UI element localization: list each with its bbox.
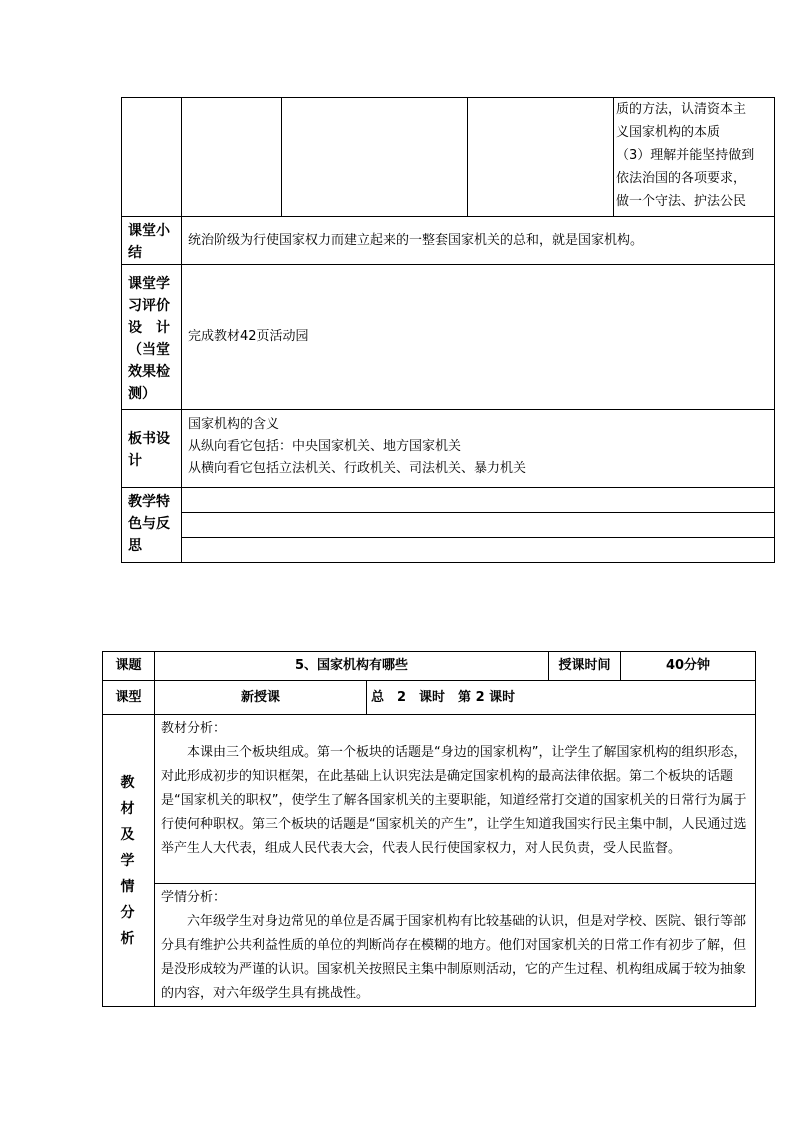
material-text: 本课由三个板块组成。第一个板块的话题是“身边的国家机构”，让学生了解国家机构的组织形态，对此形成初步的知识框架，在此基础上认识宪法是确定国家机构的最高法律依据。第二个板块的话题是“国家机关的职权”，使学生了解各国家机关的主要职能，知道经常打交道的国家机关的日常行为属于行使何种职权。第三个板块的话题是“国家机关的产生”，让学生知道我国实行民主集中制，人民通过选举产生人大代表，组成人民代表大会，代表人民行使国家权力，对人民负责，受人民监督。 bbox=[161, 745, 747, 856]
reflection-lines bbox=[182, 488, 775, 563]
material-heading: 教材分析： bbox=[161, 721, 227, 736]
reflection-line bbox=[182, 538, 774, 562]
goal-line: 做一个守法、护法公民 bbox=[616, 194, 747, 209]
lesson-type-value: 新授课 bbox=[155, 681, 367, 715]
period-value: 总 2 课时 第 2 课时 bbox=[367, 681, 756, 715]
material-analysis bbox=[155, 715, 756, 884]
board-design-content bbox=[182, 410, 775, 488]
goal-line: 质的方法，认清资本主 bbox=[616, 102, 747, 117]
empty-cell bbox=[468, 98, 614, 217]
evaluation-text: 完成教材42页活动园 bbox=[182, 265, 775, 410]
summary-label: 课堂小结 bbox=[122, 217, 182, 265]
evaluation-label: 课堂学习评价设 计（当堂效果检测） bbox=[122, 265, 182, 410]
student-heading: 学情分析： bbox=[161, 890, 227, 905]
lesson-plan-table bbox=[102, 651, 756, 1007]
analysis-label: 教 材 及 学 情 分 析 bbox=[103, 715, 155, 1007]
board-line: 国家机构的含义 bbox=[188, 417, 280, 432]
board-design-label: 板书设计 bbox=[122, 410, 182, 488]
topic-value: 5、国家机构有哪些 bbox=[155, 652, 549, 681]
empty-cell bbox=[122, 98, 182, 217]
empty-cell bbox=[182, 98, 282, 217]
lesson-plan-table-continued bbox=[121, 97, 775, 563]
board-line: 从纵向看它包括：中央国家机关、地方国家机关 bbox=[188, 439, 462, 454]
time-label: 授课时间 bbox=[549, 652, 621, 681]
goal-line: （3）理解并能坚持做到 bbox=[616, 148, 755, 163]
student-analysis bbox=[155, 884, 756, 1007]
summary-text: 统治阶级为行使国家权力而建立起来的一整套国家机关的总和，就是国家机构。 bbox=[182, 217, 775, 265]
goal-line: 依法治国的各项要求， bbox=[616, 171, 747, 186]
reflection-line bbox=[182, 488, 774, 513]
student-text: 六年级学生对身边常见的单位是否属于国家机构有比较基础的认识，但是对学校、医院、银行等部分具有维护公共利益性质的单位的判断尚存在模糊的地方。他们对国家机关的日常工作有初步了解，但是没形成较为严谨的认识。国家机关按照民主集中制原则活动，它的产生过程、机构组成属于较为抽象的内容，对六年级学生具有挑战性。 bbox=[161, 914, 747, 1001]
board-line: 从横向看它包括立法机关、行政机关、司法机关、暴力机关 bbox=[188, 461, 527, 476]
time-value: 40分钟 bbox=[621, 652, 756, 681]
reflection-line bbox=[182, 513, 774, 538]
topic-label: 课题 bbox=[103, 652, 155, 681]
goal-line: 义国家机构的本质 bbox=[616, 125, 721, 140]
reflection-label: 教学特色与反思 bbox=[122, 488, 182, 563]
goal-continuation-cell bbox=[614, 98, 775, 217]
empty-cell bbox=[282, 98, 468, 217]
lesson-type-label: 课型 bbox=[103, 681, 155, 715]
